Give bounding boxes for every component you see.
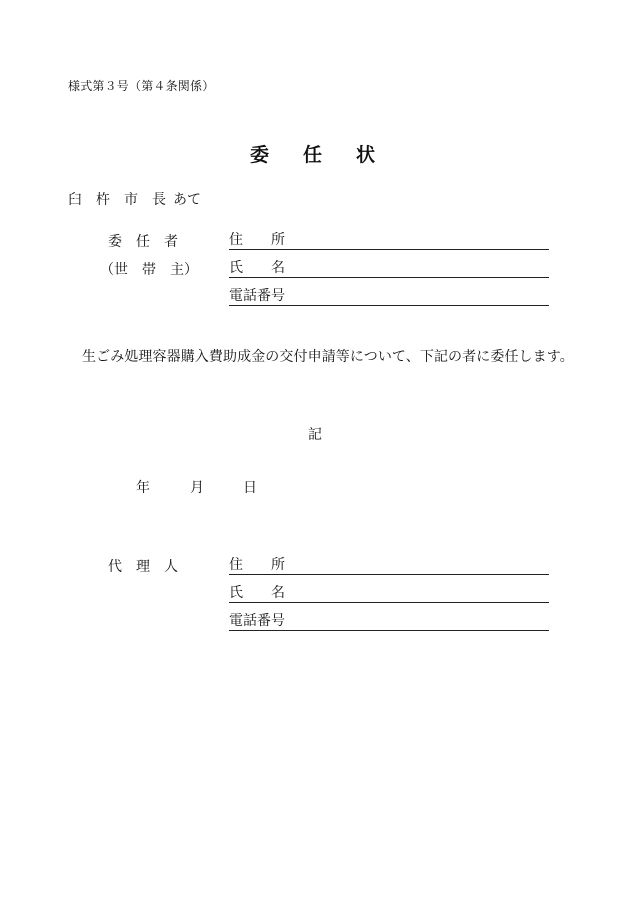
title-char-1: 委 [250,144,270,166]
agent-phone-label: 電話番号 [229,613,285,629]
agent-phone-field[interactable] [229,612,549,631]
ki-heading: 記 [308,427,322,443]
delegator-phone-label: 電話番号 [229,288,285,304]
agent-role-char-3: 人 [164,559,178,575]
delegator-name-label: 氏 名 [229,260,285,276]
addressee-char-3: 市 [124,192,138,208]
delegator-name-field[interactable] [229,259,549,278]
delegator-role-char-1: 委 [108,234,122,250]
delegator-sub-role: （世 帯 主） [100,262,198,278]
agent-name-field[interactable] [229,584,549,603]
title-char-3: 状 [356,144,376,166]
document-title [250,146,375,165]
agent-role-label [108,560,178,574]
delegator-role-char-2: 任 [136,234,150,250]
delegation-statement: 生ごみ処理容器購入費助成金の交付申請等について、下記の者に委任します。 [82,349,574,365]
delegator-role-char-3: 者 [164,234,178,250]
addressee-char-1: 臼 [68,192,82,208]
agent-name-label: 氏 名 [229,585,285,601]
addressee-char-2: 杵 [96,192,110,208]
date-day: 日 [243,480,257,496]
addressee-char-4: 長 [152,192,166,208]
form-number: 様式第３号（第４条関係） [68,79,215,93]
delegator-address-field[interactable] [229,231,549,250]
agent-role-char-2: 理 [136,559,150,575]
delegator-role-label [108,235,178,249]
date-year: 年 [136,480,150,496]
delegator-phone-field[interactable] [229,287,549,306]
delegator-address-label: 住 所 [229,232,285,248]
date-month: 月 [190,480,204,496]
agent-role-char-1: 代 [108,559,122,575]
agent-address-field[interactable] [229,556,549,575]
title-char-2: 任 [303,144,323,166]
addressee [68,193,201,207]
agent-address-label: 住 所 [229,557,285,573]
addressee-suffix: あて [173,192,201,208]
